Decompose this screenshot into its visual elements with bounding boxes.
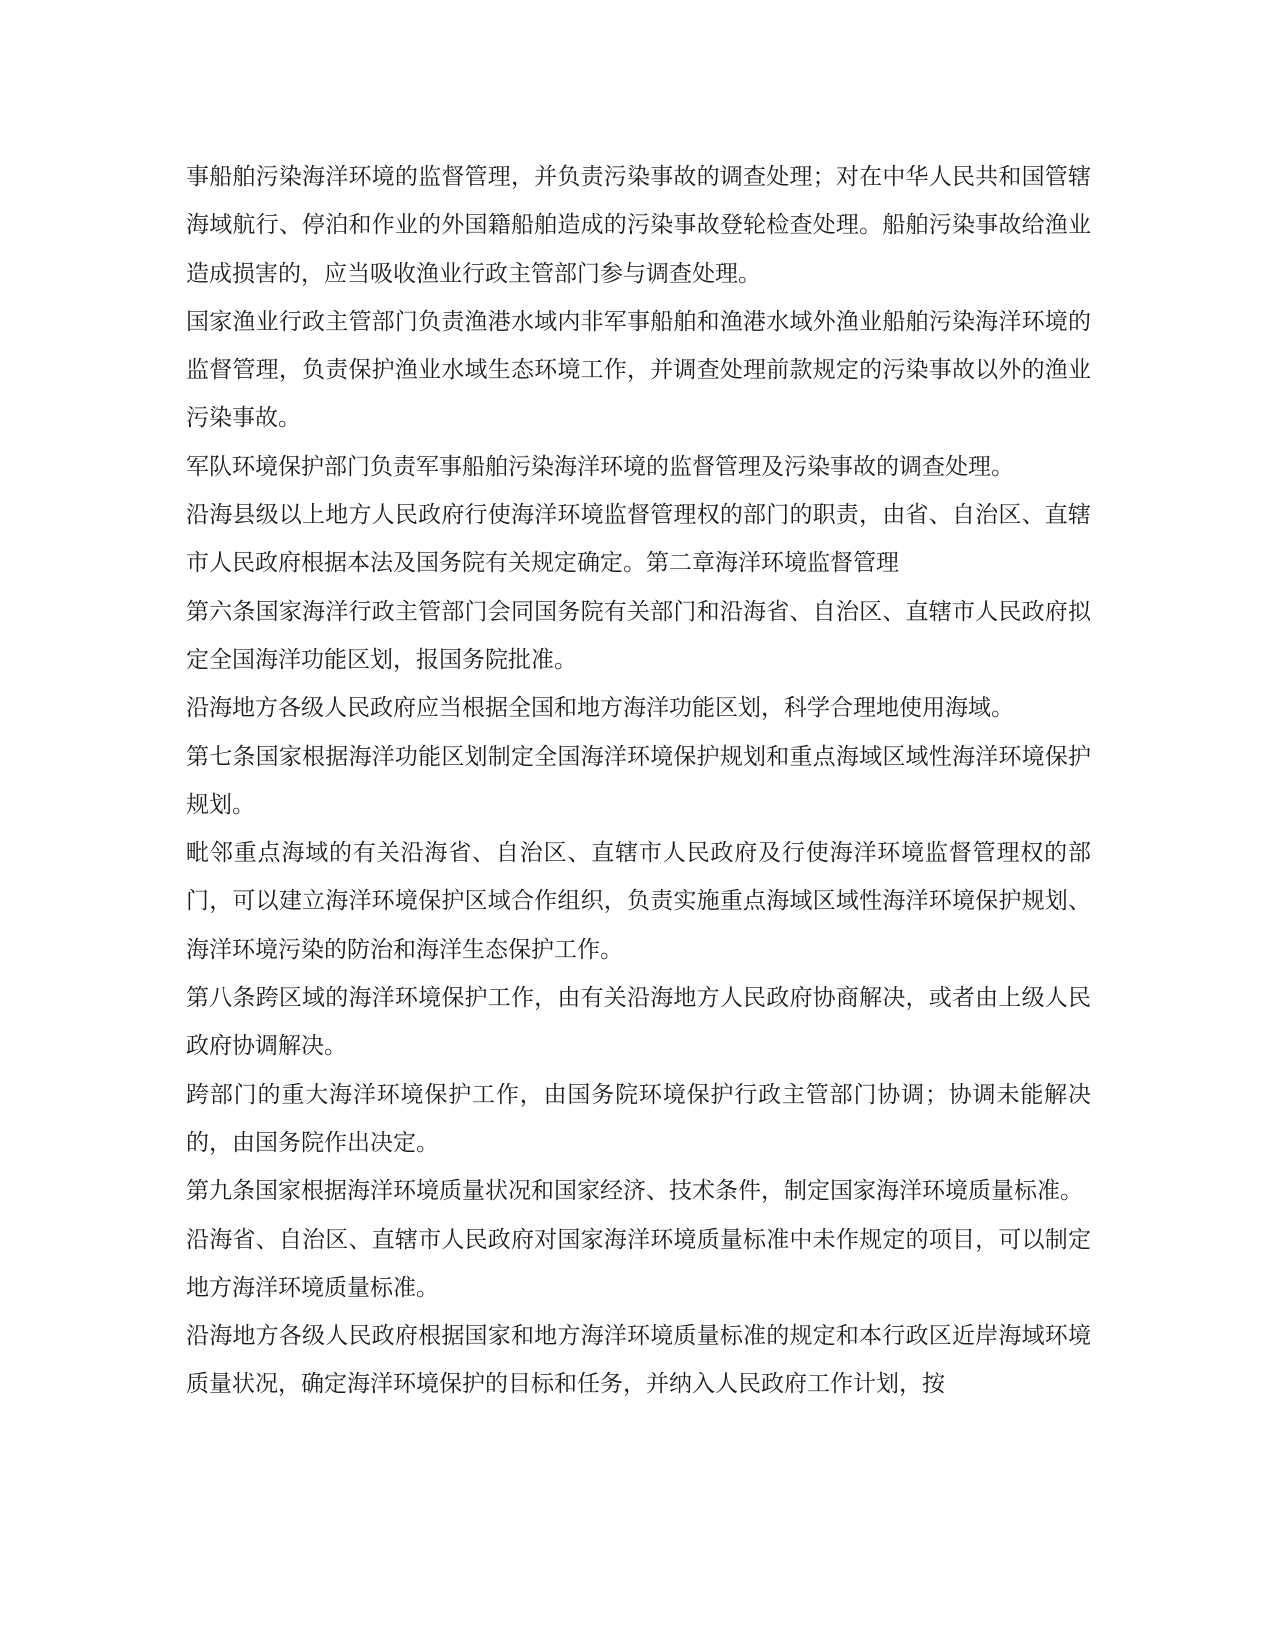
paragraph: 第九条国家根据海洋环境质量状况和国家经济、技术条件，制定国家海洋环境质量标准。 bbox=[186, 1178, 1083, 1205]
paragraph: 沿海县级以上地方人民政府行使海洋环境监督管理权的部门的职责，由省、自治区、直辖市人民政府根据本法及国务院有关规定确定。第二章海洋环境监督管理 bbox=[186, 502, 1091, 577]
paragraph: 沿海地方各级人民政府应当根据全国和地方海洋功能区划，科学合理地使用海域。 bbox=[186, 695, 1014, 722]
paragraph: 国家渔业行政主管部门负责渔港水域内非军事船舶和渔港水域外渔业船舶污染海洋环境的监督管理，负责保护渔业水域生态环境工作，并调查处理前款规定的污染事故以外的渔业污染事故。 bbox=[186, 308, 1091, 432]
paragraph: 沿海地方各级人民政府根据国家和地方海洋环境质量标准的规定和本行政区近岸海域环境质量状况，确定海洋环境保护的目标和任务，并纳入人民政府工作计划，按 bbox=[186, 1323, 1091, 1398]
paragraph: 毗邻重点海域的有关沿海省、自治区、直辖市人民政府及行使海洋环境监督管理权的部门，可以建立海洋环境保护区域合作组织，负责实施重点海域区域性海洋环境保护规划、海洋环境污染的防治和海洋生态保护工作。 bbox=[186, 840, 1091, 963]
document-body bbox=[186, 153, 1091, 1409]
paragraph: 第七条国家根据海洋功能区划制定全国海洋环境保护规划和重点海域区域性海洋环境保护规划。 bbox=[186, 743, 1091, 818]
paragraph: 跨部门的重大海洋环境保护工作，由国务院环境保护行政主管部门协调；协调未能解决的，由国务院作出决定。 bbox=[186, 1081, 1091, 1156]
paragraph: 第六条国家海洋行政主管部门会同国务院有关部门和沿海省、自治区、直辖市人民政府拟定全国海洋功能区划，报国务院批准。 bbox=[186, 598, 1091, 673]
paragraph: 第八条跨区域的海洋环境保护工作，由有关沿海地方人民政府协商解决，或者由上级人民政府协调解决。 bbox=[186, 985, 1091, 1060]
paragraph: 军队环境保护部门负责军事船舶污染海洋环境的监督管理及污染事故的调查处理。 bbox=[186, 453, 1014, 480]
paragraph: 沿海省、自治区、直辖市人民政府对国家海洋环境质量标准中未作规定的项目，可以制定地方海洋环境质量标准。 bbox=[186, 1226, 1091, 1301]
paragraph: 事船舶污染海洋环境的监督管理，并负责污染事故的调查处理；对在中华人民共和国管辖海域航行、停泊和作业的外国籍船舶造成的污染事故登轮检查处理。船舶污染事故给渔业造成损害的，应当吸收渔业行政主管部门参与调查处理。 bbox=[186, 164, 1091, 287]
